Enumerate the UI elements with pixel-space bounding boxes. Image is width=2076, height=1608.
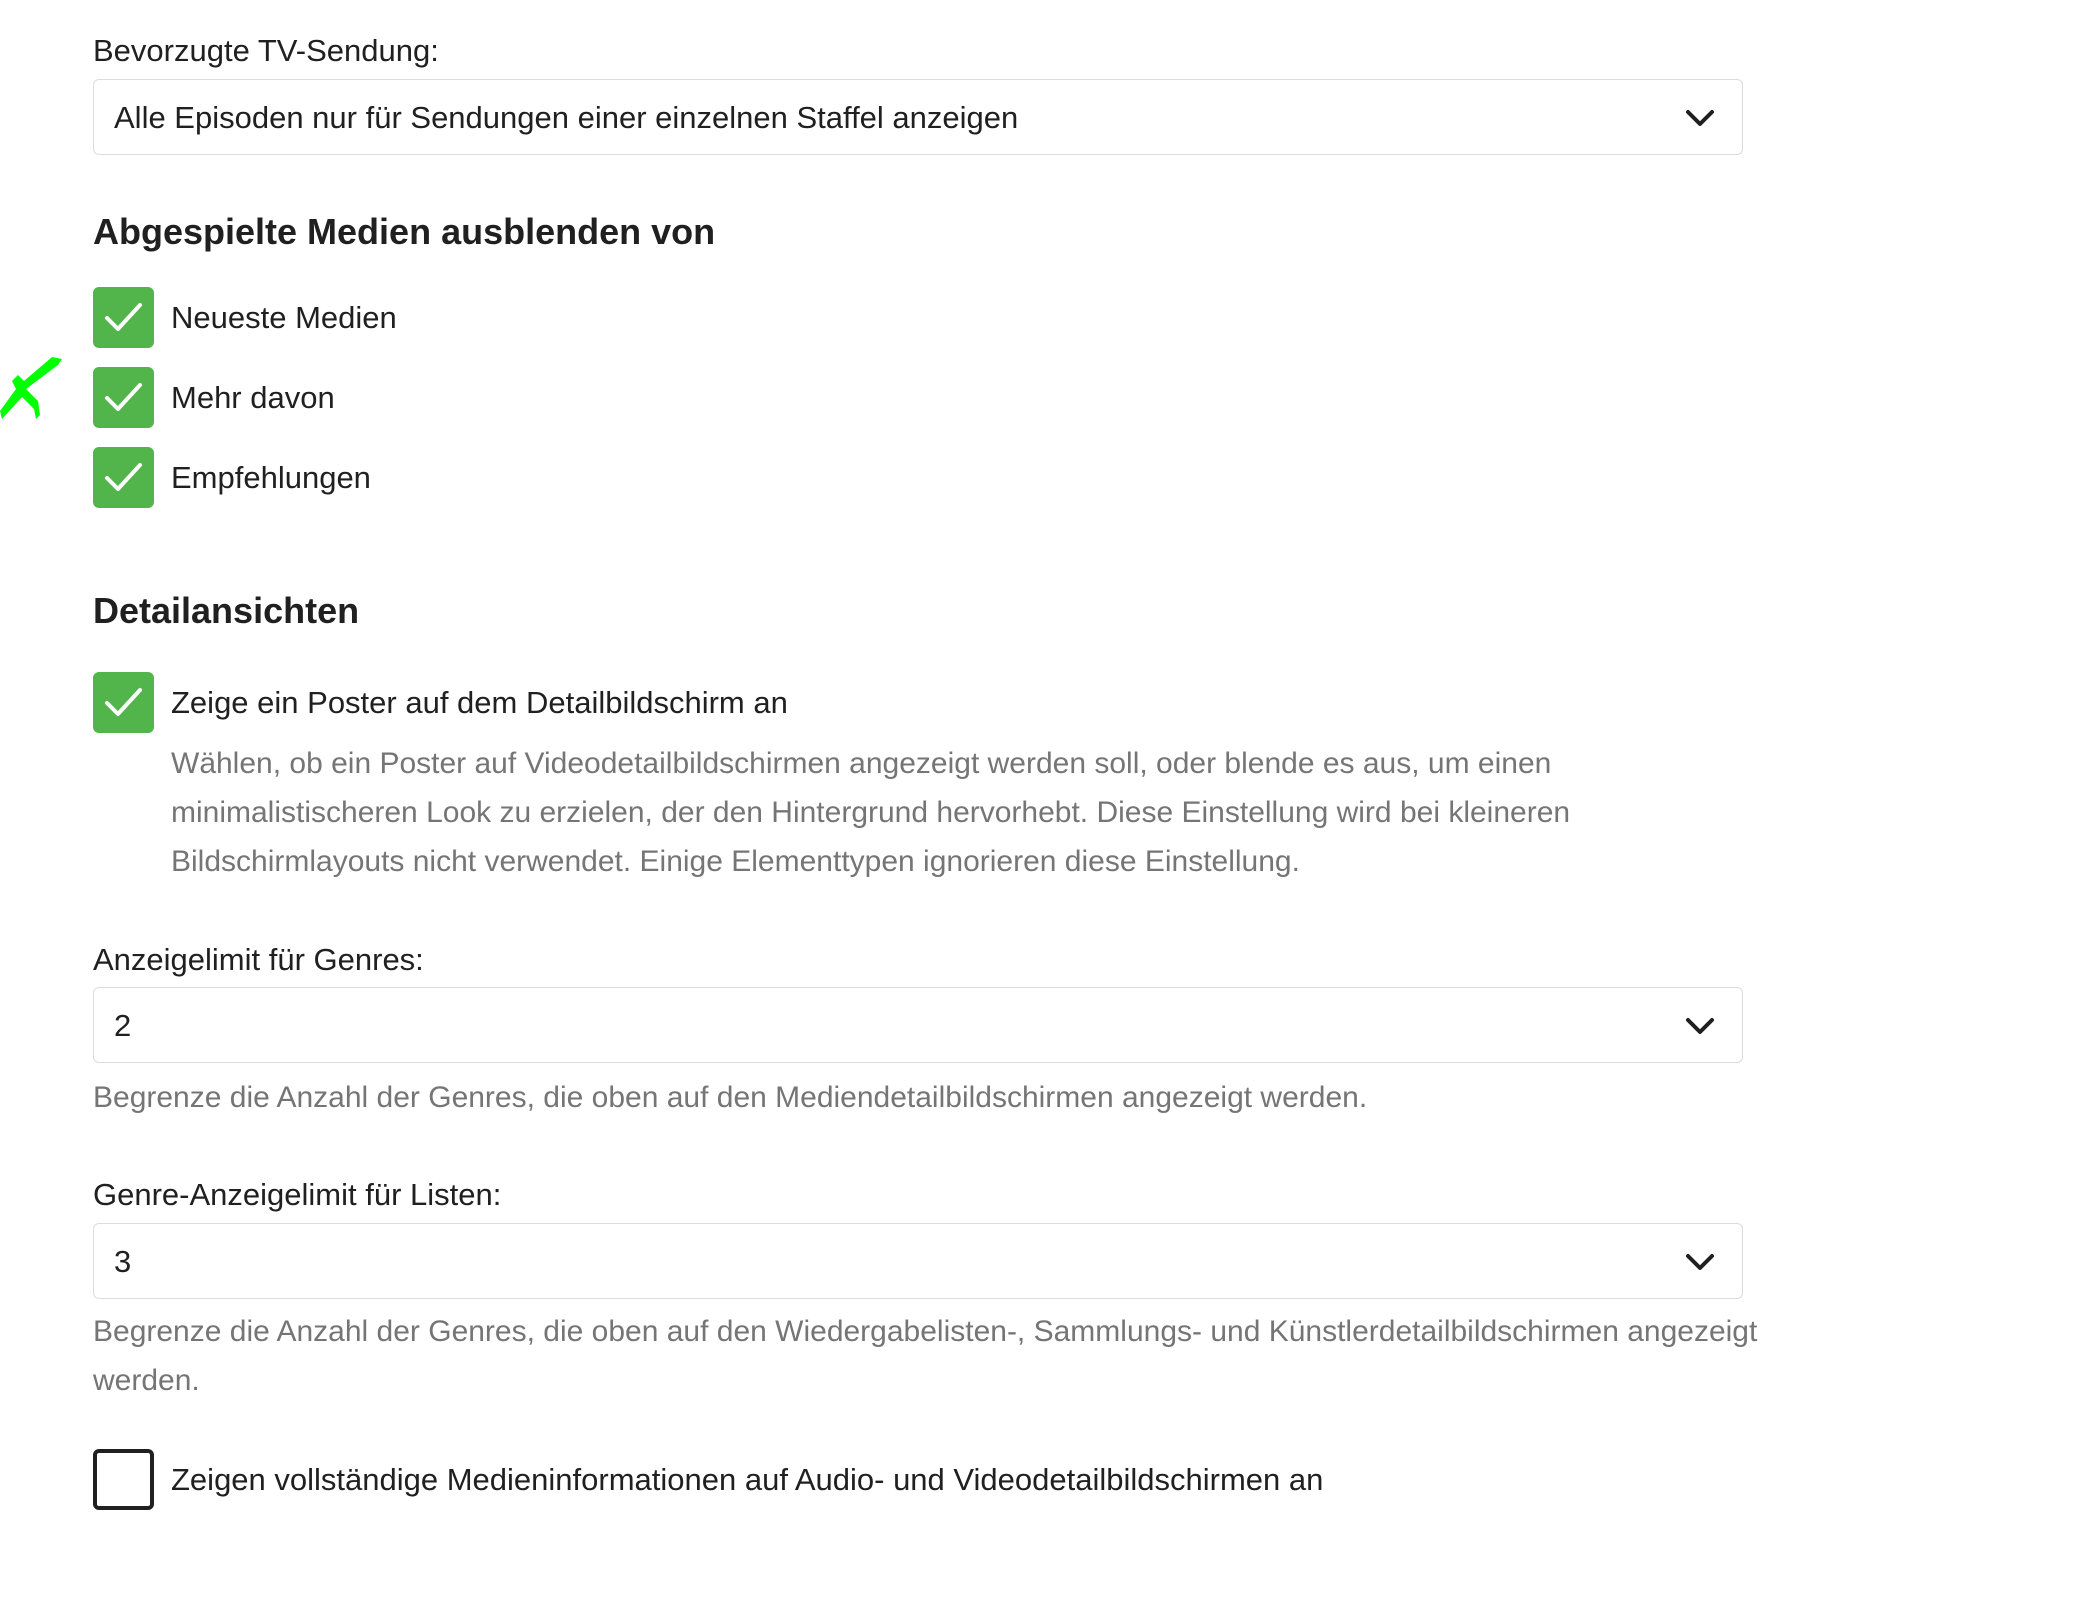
checkbox-full-media-info[interactable] [93,1449,154,1510]
checkbox-recommendations[interactable] [93,447,154,508]
genre-limit-help-text: Begrenze die Anzahl der Genres, die oben auf den Mediendetailbildschirmen angezeigt werden. [93,1081,1368,1114]
checkbox-show-poster[interactable] [93,672,154,733]
checkbox-label: Mehr davon [171,380,335,415]
checkbox-label: Neueste Medien [171,300,397,335]
list-genre-limit-select[interactable] [93,1223,1743,1299]
list-genre-limit-label: Genre-Anzeigelimit für Listen: [93,1177,502,1212]
tv-show-preference-value: Alle Episoden nur für Sendungen einer einzelnen Staffel anzeigen [114,100,1019,135]
genre-limit-value: 2 [114,1008,132,1043]
checkbox-more-like-this[interactable] [93,367,154,428]
checkmark-icon [103,459,144,496]
genre-limit-label: Anzeigelimit für Genres: [93,942,424,977]
genre-limit-select[interactable] [93,987,1743,1063]
checkbox-latest-media[interactable] [93,287,154,348]
detail-views-heading: Detailansichten [93,590,360,631]
show-poster-help-text: Wählen, ob ein Poster auf Videodetailbildschirmen angezeigt werden soll, oder blende es aus, um einen minimalistischeren Look zu erzielen, der den Hintergrund hervorhebt. Diese Einstellung wird bei kleineren Bildschirmlayouts nicht verwendet. Einige Elementtypen ignorieren diese Einstellung. [171,747,1571,878]
cursor-annotation-icon [0,355,66,427]
tv-show-preference-label: Bevorzugte TV-Sendung: [93,33,439,68]
tv-show-preference-select[interactable] [93,79,1743,155]
checkmark-icon [103,684,144,721]
checkmark-icon [103,379,144,416]
list-genre-limit-help-text: Begrenze die Anzahl der Genres, die oben auf den Wiedergabelisten-, Sammlungs- und Künstlerdetailbildschirmen angezeigt werden. [93,1315,1758,1397]
checkbox-label: Empfehlungen [171,460,371,495]
chevron-down-icon [1684,104,1716,132]
hide-played-heading: Abgespielte Medien ausblenden von [93,211,716,252]
checkmark-icon [103,299,144,336]
chevron-down-icon [1684,1012,1716,1040]
chevron-down-icon [1684,1248,1716,1276]
list-genre-limit-value: 3 [114,1244,132,1279]
checkbox-label: Zeige ein Poster auf dem Detailbildschirm an [171,685,788,720]
checkbox-label: Zeigen vollständige Medieninformationen auf Audio- und Videodetailbildschirmen an [171,1462,1324,1497]
